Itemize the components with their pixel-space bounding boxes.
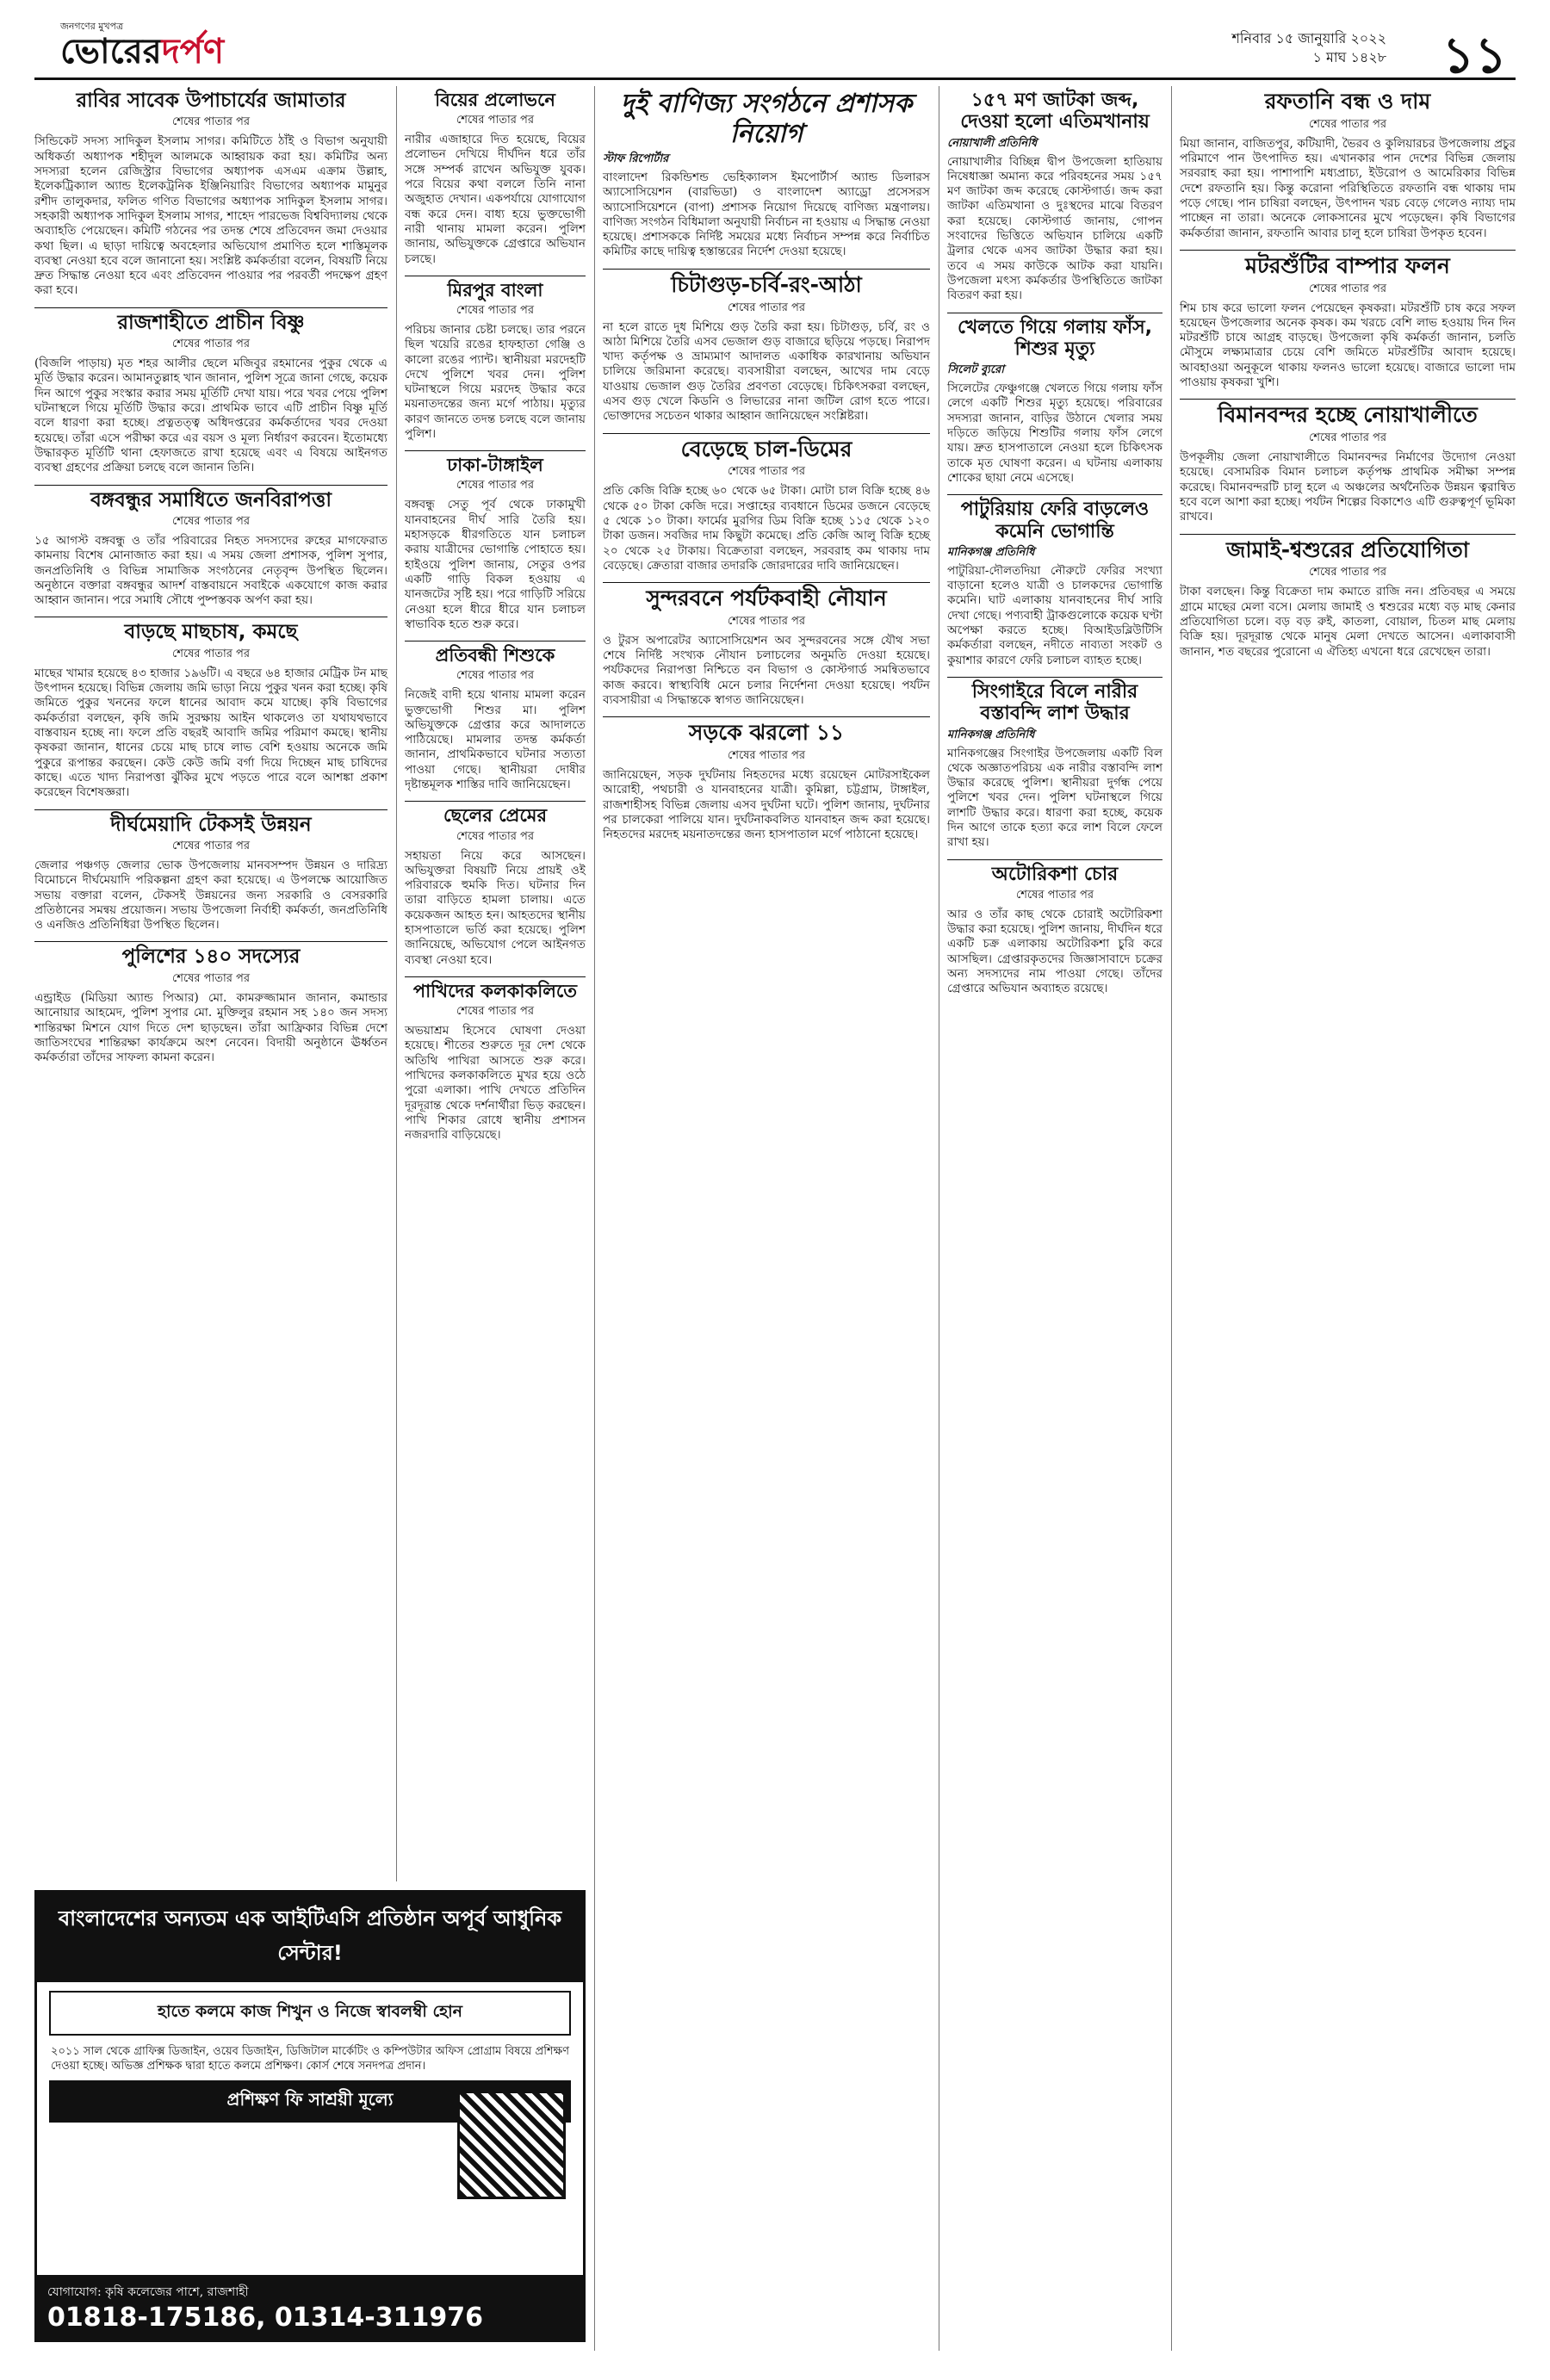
story-byline: নোয়াখালী প্রতিনিধি [947,136,1038,150]
column-1 [34,86,388,1074]
story-body: জেলার পঞ্চগড় জেলার ভোক উপজেলায় মানবসম্পদ উন্নয়ন ও দারিদ্র্য বিমোচনে দীর্ঘমেয়াদি পরিকল্পনা গ্রহণ করা হয়েছে। এ উপলক্ষে আয়োজিত সভায় বক্তারা বলেন, টেকসই উন্নয়নের জন্য সরকারি ও বেসরকারি প্রতিষ্ঠানের সমন্বয় প্রয়োজন। সভায় উপজেলা নির্বাহী কর্মকর্তা, জনপ্রতিনিধি ও এনজিও প্রতিনিধিরা উপস্থিত ছিলেন। [34,858,388,933]
story-headline: অটোরিকশা চোর [991,863,1119,885]
story-body: নোয়াখালীর বিচ্ছিন্ন দ্বীপ উপজেলা হাতিয়ায় নিষেধাজ্ঞা অমান্য করে পরিবহনের সময় ১৫৭ মণ জাটকা জব্দ করেছে কোস্টগার্ড। জব্দ করা জাটকা এতিমখানা ও দুঃস্থদের মাঝে বিতরণ করা হয়েছে। কোস্টগার্ড জানায়, গোপন সংবাদের ভিত্তিতে অভিযান চালিয়ে একটি ট্রলার থেকে এসব জাটকা উদ্ধার করা হয়। তবে এ সময় কাউকে আটক করা যায়নি। উপজেলা মৎস্য কর্মকর্তার উপস্থিতিতে জাটকা বিতরণ করা হয়। [947,154,1162,303]
story-body: মাছের খামার হয়েছে ৪৩ হাজার ১৯৬টি। এ বছরে ৬৪ হাজার মেট্রিক টন মাছ উৎপাদন হয়েছে। বিভিন্ন জেলায় জমি ভাড়া নিয়ে পুকুর খনন করা হচ্ছে। কৃষি জমিতে পুকুর খননের ফলে ধানের আবাদ কমে যাচ্ছে। কৃষি বিভাগের কর্মকর্তারা বলছেন, কৃষি জমি সুরক্ষায় আইন থাকলেও তা যথাযথভাবে বাস্তবায়ন হচ্ছে না। ফলে প্রতি বছরই আবাদি জমির পরিমাণ কমছে। স্থানীয় কৃষকরা জানান, ধানের চেয়ে মাছ চাষে লাভ বেশি হওয়ায় অনেকে জমি পুকুরে রূপান্তর করছেন। কেউ কেউ জমি বর্গা দিয়ে দিচ্ছেন মাছ চাষিদের কাছে। এতে খাদ্য নিরাপত্তা ঝুঁকির মুখে পড়তে পারে বলে আশঙ্কা প্রকাশ করেছেন বিশেষজ্ঞরা। [34,666,388,800]
story [1180,538,1516,660]
masthead [34,17,1516,84]
story [947,864,1162,997]
column-4 [947,86,1162,1006]
story-byline: মানিকগঞ্জ প্রতিনিধি [947,545,1035,559]
ad-phone-numbers: 01818-175186, 01314-311976 [47,2303,483,2333]
story [34,621,388,800]
story-headline: বেড়েছে চাল-ডিমের [680,436,852,462]
story-headline: ছেলের প্রেমের [443,805,548,827]
story-body: টাকা বলছেন। কিন্তু বিক্রেতা দাম কমাতে রাজি নন। প্রতিবছর এ সময়ে গ্রামে মাছের মেলা বসে। মেলায় জামাই ও শ্বশুরের মধ্যে বড় মাছ কেনার প্রতিযোগিতা চলে। বড় বড় রুই, কাতলা, বোয়াল, চিতল মাছ মেলায় বিক্রি হয়। দূরদূরান্ত থেকে মানুষ মেলা দেখতে আসেন। এলাকাবাসী জানান, শত বছরের পুরোনো এ ঐতিহ্য এখনো ধরে রেখেছেন তারা। [1180,585,1516,659]
logo-part-1: ভোরের [60,32,162,71]
story-body: সিন্ডিকেট সদস্য সাদিকুল ইসলাম সাগর। কমিটিতে ঠাঁই ও বিভাগ অনুযায়ী অধিকর্তা অধ্যাপক শহীদুল আলমকে আহ্বায়ক করা হয়। কমিটির অন্য সদস্যরা হলেন রেজিস্ট্রার বিভাগের অধ্যাপক এসএম এক্রাম উল্লাহ, ইলেকট্রিক্যাল অ্যান্ড ইলেকট্রনিক ইঞ্জিনিয়ারিং বিভাগের অধ্যাপক মামুনুর রশীদ তালুকদার, ফলিত গণিত বিভাগের অধ্যাপক সাদিকুল ইসলাম সাগর। সহকারী অধ্যাপক সাদিকুল ইসলাম সাগর, শাহেদ পারভেজ বিশ্ববিদ্যালয় থেকে অব্যাহতি পেয়েছেন। কমিটি গঠনের পর তদন্ত শেষে প্রতিবেদন জমা দেওয়ার কথা ছিল। এ ছাড়া দায়িত্বে অবহেলার অভিযোগ প্রমাণিত হলে শাস্তিমূলক ব্যবস্থা নেওয়া হবে বলে জানানো হয়। সংশ্লিষ্ট কর্মকর্তারা বলেন, বিষয়টি নিয়ে দ্রুত সিদ্ধান্ত নেওয়া হবে এবং প্রতিবেদন পাওয়ার পর পরবর্তী পদক্ষেপ গ্রহণ করা হবে। [34,134,388,298]
story [603,721,930,842]
story-byline: মানিকগঞ্জ প্রতিনিধি [947,728,1035,741]
story-body: প্রতি কেজি বিক্রি হচ্ছে ৬০ থেকে ৬৫ টাকা। মোটা চাল বিক্রি হচ্ছে ৪৬ থেকে ৫০ টাকা কেজি দরে। সপ্তাহের ব্যবধানে ডিমের ডজনে বেড়েছে ৫ থেকে ১০ টাকা। ফার্মের মুরগির ডিম বিক্রি হচ্ছে ১১৫ থেকে ১২০ টাকা ডজন। সবজির দাম কিছুটা কমেছে। প্রতি কেজি আলু বিক্রি হচ্ছে ২০ থেকে ২৫ টাকায়। বিক্রেতারা বলছেন, সরবরাহ কম থাকায় দাম বেড়েছে। ক্রেতারা বাজার তদারকি জোরদারের দাবি জানিয়েছেন। [603,484,930,573]
story [405,645,586,792]
story-headline: সিংগাইরে বিলে নারীর বস্তাবন্দি লাশ উদ্ধার [971,680,1138,725]
story-continued: শেষের পাতার পর [727,465,806,479]
story-body: আর ও তাঁর কাছ থেকে চোরাই অটোরিকশা উদ্ধার করা হয়েছে। পুলিশ জানায়, দীর্ঘদিন ধরে একটি চক্র এলাকায় অটোরিকশা চুরি করে আসছিল। গ্রেপ্তারকৃতদের জিজ্ঞাসাবাদে চক্রের অন্য সদস্যদের নাম পাওয়া গেছে। তাঁদের গ্রেপ্তারে অভিযান অব্যাহত রয়েছে। [947,907,1162,996]
page-number: ১১ [1442,26,1507,84]
story-continued: শেষের পাতার পর [171,115,251,129]
story-body: বাংলাদেশ রিকন্ডিশন্ড ভেহিক্যালস ইমপোর্টার্স অ্যান্ড ডিলারস অ্যাসোসিয়েশন (বারভিডা) ও বাংলাদেশ অ্যাড্রো প্রসেসরস অ্যাসোসিয়েশনে (বাপা) প্রশাসক নিয়োগ দিয়েছে বাণিজ্য মন্ত্রণালয়। বাণিজ্য সংগঠন বিধিমালা অনুযায়ী নির্বাচন না হওয়ায় এ সিদ্ধান্ত নেওয়া হয়েছে। প্রশাসককে নির্দিষ্ট সময়ের মধ্যে নির্বাচন সম্পন্ন করে নির্বাচিত কমিটির কাছে দায়িত্ব হস্তান্তরের নির্দেশ দেওয়া হয়েছে। [603,170,931,259]
story-headline: দুই বাণিজ্য সংগঠনে প্রশাসক নিয়োগ [620,89,913,149]
story-headline: প্রতিবন্ধী শিশুকে [435,645,555,666]
story [34,814,388,933]
story-body: (বিজলি পাড়ায়) মৃত শহর আলীর ছেলে মজিবুর রহমানের পুকুর থেকে এ মূর্তি উদ্ধার করেন। আমানতুল্লাহ খান জানান, পুলিশ সূত্রে জানা গেছে, কয়েক দিন আগে পুকুর সংস্কার করার সময় মূর্তিটি দেখা যায়। পরে খবর পেয়ে পুলিশ ঘটনাস্থলে গিয়ে মূর্তিটি উদ্ধার করে। প্রাথমিক ভাবে এটি প্রাচীন বিষ্ণু মূর্তি বলে ধারণা করা হচ্ছে। প্রত্নতত্ত্ব অধিদপ্তরের কর্মকর্তাদের খবর দেওয়া হয়েছে। তাঁরা এসে পরীক্ষা করে এর বয়স ও মূল্য নির্ধারণ করবেন। ইতোমধ্যে উদ্ধারকৃত মূর্তিটি থানা হেফাজতে রাখা হয়েছে এবং এ বিষয়ে আইনগত ব্যবস্থা গ্রহণের প্রক্রিয়া চলছে বলে জানান তিনি। [34,356,388,475]
column-3 [603,86,930,852]
story-body: নারীর এজাহারে দিত হয়েছে, বিয়ের প্রলোভন দেখিয়ে দীর্ঘদিন ধরে তাঁর সঙ্গে সম্পর্ক রাখেন অভিযুক্ত যুবক। পরে বিয়ের কথা বললে তিনি নানা অজুহাত দেখান। একপর্যায়ে যোগাযোগ বন্ধ করে দেন। বাধ্য হয়ে ভুক্তভোগী নারী থানায় মামলা করেন। পুলিশ জানায়, অভিযুক্তকে গ্রেপ্তারে অভিযান চলছে। [405,133,586,266]
story-headline: পুলিশের ১৪০ সদস্যের [121,945,301,969]
story-body: ১৫ আগস্ট বঙ্গবন্ধু ও তাঁর পরিবারের নিহত সদস্যদের রুহের মাগফেরাত কামনায় বিশেষ মোনাজাত করা হয়। এ সময় জেলা প্রশাসক, পুলিশ সুপার, জনপ্রতিনিধি ও বিভিন্ন সামাজিক সংগঠনের নেতৃবৃন্দ উপস্থিত ছিলেন। অনুষ্ঠানে বক্তারা বঙ্গবন্ধুর আদর্শ বাস্তবায়নে সবাইকে একযোগে কাজ করার আহ্বান জানান। পরে সমাধি সৌধে পুষ্পস্তবক অর্পণ করা হয়। [34,533,388,608]
story-headline: বিয়ের প্রলোভনে [435,90,555,110]
story-continued: শেষের পাতার পর [727,301,806,314]
story-body: সহায়তা নিয়ে করে আসছেন। অভিযুক্তরা বিষয়টি নিয়ে প্রায়ই ওই পরিবারকে হুমকি দিত। ঘটনার দিন তারা বাড়িতে হামলা চালায়। এতে কয়েকজন আহত হন। আহতদের স্থানীয় হাসপাতালে ভর্তি করা হয়েছে। পুলিশ জানিয়েছে, অভিযোগ পেলে আইনগত ব্যবস্থা নেওয়া হবে। [405,848,586,967]
story-body: না হলে রাতে দুধ মিশিয়ে গুড় তৈরি করা হয়। চিটাগুড়, চর্বি, রং ও আঠা মিশিয়ে তৈরি এসব ভেজাল গুড় বাজারে ছড়িয়ে পড়ছে। নিরাপদ খাদ্য কর্তৃপক্ষ ও ভ্রাম্যমাণ আদালত একাধিক কারখানায় অভিযান চালিয়ে জরিমানা করেছে। ব্যবসায়ীরা বলছেন, আখের দাম বেড়ে যাওয়ায় ভেজাল গুড় তৈরির প্রবণতা বেড়েছে। চিকিৎসকরা বলছেন, এসব গুড় খেলে কিডনি ও লিভারের নানা জটিল রোগ হতে পারে। ভোক্তাদের সচেতন থাকার আহ্বান জানিয়েছেন সংশ্লিষ্টরা। [603,319,930,424]
story-continued: শেষের পাতার পর [1308,117,1387,131]
advertisement [34,1890,586,2342]
column-divider [594,86,595,2351]
story [405,805,586,968]
story-body: পরিচয় জানার চেষ্টা চলছে। তার পরনে ছিল খয়েরি রঙের হাফহাতা গেঞ্জি ও কালো রঙের প্যান্ট। স্থানীয়রা মরদেহটি দেখে পুলিশে খবর দেন। পুলিশ ঘটনাস্থলে গিয়ে মরদেহ উদ্ধার করে ময়নাতদন্তের জন্য মর্গে পাঠায়। মৃত্যুর কারণ জানতে তদন্ত চলছে বলে জানায় পুলিশ। [405,322,586,442]
story [405,981,586,1144]
story [34,312,388,476]
story-body: অভয়াশ্রম হিসেবে ঘোষণা দেওয়া হয়েছে। শীতের শুরুতে দূর দেশ থেকে অতিথি পাখিরা আসতে শুরু করে। পাখিদের কলকাকলিতে মুখর হয়ে ওঠে পুরো এলাকা। পাখি দেখতে প্রতিদিন দূরদূরান্ত থেকে দর্শনার্থীরা ভিড় করছেন। পাখি শিকার রোধে স্থানীয় প্রশাসন নজরদারি বাড়িয়েছে। [405,1024,586,1143]
ad-highlight: হাতে কলমে কাজ শিখুন ও নিজে স্বাবলম্বী হোন [49,1991,571,2036]
story [405,280,586,443]
story [1180,403,1516,524]
story-headline: বিমানবন্দর হচ্ছে নোয়াখালীতে [1218,402,1478,428]
dateline [1231,29,1386,67]
story-body: বঙ্গবন্ধু সেতু পূর্ব থেকে ঢাকামুখী যানবাহনের দীর্ঘ সারি তৈরি হয়। মহাসড়কে ধীরগতিতে যান চলাচল করায় যাত্রীদের ভোগান্তি পোহাতে হয়। হাইওয়ে পুলিশ জানায়, সেতুর ওপর একটি গাড়ি বিকল হওয়ায় এ যানজটের সৃষ্টি হয়। পরে গাড়িটি সরিয়ে নেওয়া হলে ধীরে ধীরে যান চলাচল স্বাভাবিক হতে শুরু করে। [405,498,586,631]
logo-part-2: দর্পণ [161,32,225,71]
story-headline: চিটাগুড়-চর্বি-রং-আঠা [671,271,862,297]
newspaper-logo [60,21,225,82]
story-headline: জামাই-শ্বশুরের প্রতিযোগিতা [1226,536,1469,562]
story-continued: শেষের পাতার পর [456,114,535,127]
ad-price: প্রশিক্ষণ ফি সাশ্রয়ী মূল্যে [49,2080,571,2123]
story-body: মানিকগঞ্জের সিংগাইর উপজেলায় একটি বিল থেকে অজ্ঞাতপরিচয় এক নারীর বস্তাবন্দি লাশ উদ্ধার করেছে পুলিশ। স্থানীয়রা দুর্গন্ধ পেয়ে পুলিশে খবর দেন। পুলিশ ঘটনাস্থলে গিয়ে লাশটি উদ্ধার করে। ধারণা করা হচ্ছে, কয়েক দিন আগে তাকে হত্যা করে লাশ বিলে ফেলে রাখা হয়। [947,746,1162,850]
story-headline: ১৫৭ মণ জাটকা জব্দ, দেওয়া হলো এতিমখানায় [960,90,1150,133]
story-continued: শেষের পাতার পর [171,338,251,351]
story [947,90,1162,304]
story [34,489,388,609]
story-continued: শেষের পাতার পর [456,669,535,683]
story-continued: শেষের পাতার পর [456,829,535,843]
story-body: এন্ড্রাইড (মিডিয়া অ্যান্ড পিআর) মো. কামরুজ্জামান জানান, কমান্ডার আনোয়ার আহমেদ, পুলিশ সুপার মো. মুক্তিলুর রহমান সহ ১৪০ জন সদস্য শান্তিরক্ষা মিশনে যোগ দিতে দেশ ছাড়ছেন। তাঁরা আফ্রিকার বিভিন্ন দেশে জাতিসংঘের শান্তিরক্ষা কার্যক্রমে অংশ নেবেন। বিদায়ী অনুষ্ঠানে ঊর্ধ্বতন কর্মকর্তারা তাঁদের সাফল্য কামনা করেন। [34,990,388,1065]
story [603,437,930,574]
story-headline: বাড়ছে মাছচাষ, কমছে [124,621,298,644]
story-continued: শেষের পাতার পর [727,614,806,628]
story-continued: শেষের পাতার পর [1308,566,1387,580]
story [603,586,930,708]
column-2 [405,86,586,1151]
qr-code-icon [457,2091,566,2199]
story-headline: পাটুরিয়ায় ফেরি বাড়লেও কমেনি ভোগান্তি [960,499,1150,542]
story-continued: শেষের পাতার পর [1308,282,1387,295]
story [1180,254,1516,391]
story-headline: রাবির সাবেক উপাচার্যের জামাতার [76,90,346,112]
story-continued: শেষের পাতার পর [171,514,251,528]
story-headline: সুন্দরবনে পর্যটকবাহী নৌযান [646,586,887,611]
story [34,90,388,299]
story-body: ও টুরস অপারেটর অ্যাসোসিয়েশন অব সুন্দরবনের সঙ্গে যৌথ সভা শেষে নির্দিষ্ট সংখ্যক নৌযান চলাচলের অনুমতি দেওয়া হয়েছে। পর্যটকদের নিরাপত্তা নিশ্চিতে বন বিভাগ ও কোস্টগার্ড সমন্বিতভাবে কাজ করবে। স্বাস্থ্যবিধি মেনে চলার নির্দেশনা দেওয়া হয়েছে। পর্যটন ব্যবসায়ীরা এ সিদ্ধান্তকে স্বাগত জানিয়েছেন। [603,633,930,708]
story-continued: শেষের পাতার পর [171,971,251,985]
story-continued: শেষের পাতার পর [171,839,251,852]
ad-footer [37,2275,583,2340]
story-headline: বঙ্গবন্ধুর সমাধিতে জনবিরাপত্তা [90,488,332,511]
story [34,945,388,1065]
story [1180,90,1516,241]
ad-title: বাংলাদেশের অন্যতম এক আইটিএসি প্রতিষ্ঠান অপূর্ব আধুনিক সেন্টার! [37,1893,583,1982]
story-continued: শেষের পাতার পর [171,647,251,660]
story [947,499,1162,668]
story-headline: মটরশুঁটির বাম্পার ফলন [1245,252,1450,278]
column-divider [1171,86,1172,2351]
story-body: উপকূলীয় জেলা নোয়াখালীতে বিমানবন্দর নির্মাণের উদ্যোগ নেওয়া হয়েছে। বেসামরিক বিমান চলাচল কর্তৃপক্ষ প্রাথমিক সমীক্ষা সম্পন্ন করেছে। বিমানবন্দরটি চালু হলে এ অঞ্চলের অর্থনৈতিক উন্নয়ন ত্বরান্বিত হবে বলে আশা করা হচ্ছে। পর্যটন শিল্পের বিকাশেও এটি গুরুত্বপূর্ণ ভূমিকা রাখবে। [1180,450,1516,524]
column-divider [396,86,397,1881]
story-continued: শেষের পাতার পর [1015,888,1094,902]
story-headline: ঢাকা-টাঙ্গাইল [447,455,543,476]
story [947,681,1162,851]
story [603,273,930,425]
logo-tagline: জনগণের মুখপত্র [60,21,124,32]
date-bangla: ১ মাঘ ১৪২৮ [1312,49,1386,65]
story-headline: সড়কে ঝরলো ১১ [688,720,845,746]
story-body: পাটুরিয়া-দৌলতদিয়া নৌরুটে ফেরির সংখ্যা বাড়ানো হলেও যাত্রী ও চালকদের ভোগান্তি কমেনি। ঘাট এলাকায় যানবাহনের দীর্ঘ সারি দেখা গেছে। পণ্যবাহী ট্রাকগুলোকে কয়েক ঘণ্টা অপেক্ষা করতে হচ্ছে। বিআইডব্লিউটিসি কর্মকর্তারা বলছেন, নদীতে নাব্যতা সংকট ও কুয়াশার কারণে ফেরি চলাচল ব্যাহত হচ্ছে। [947,563,1162,667]
ad-body: ২০১১ সাল থেকে গ্রাফিক্স ডিজাইন, ওয়েব ডিজাইন, ডিজিটাল মার্কেটিং ও কম্পিউটার অফিস প্রোগ্রাম বিষয়ে প্রশিক্ষণ দেওয়া হচ্ছে। অভিজ্ঞ প্রশিক্ষক দ্বারা হাতে কলমে প্রশিক্ষণ। কোর্স শেষে সনদপত্র প্রদান। [51,2045,569,2073]
ad-address: যোগাযোগ: কৃষি কলেজের পাশে, রাজশাহী [47,2285,249,2299]
story-body: শিম চাষ করে ভালো ফলন পেয়েছেন কৃষকরা। মটরশুঁটি চাষ করে সফল হয়েছেন উপজেলার অনেক কৃষক। কম খরচে বেশি লাভ হওয়ায় দিন দিন মটরশুঁটি চাষে আগ্রহ বাড়ছে। উপজেলা কৃষি কর্মকর্তা জানান, চলতি মৌসুমে লক্ষ্যমাত্রার চেয়ে বেশি জমিতে মটরশুঁটির আবাদ হয়েছে। আবহাওয়া অনুকূলে থাকায় ফলনও ভালো হয়েছে। বাজারে ভালো দাম পাওয়ায় কৃষকরা খুশি। [1180,301,1516,390]
story-continued: শেষের পাতার পর [727,749,806,763]
date-english: শনিবার ১৫ জানুয়ারি ২০২২ [1231,30,1386,46]
story-headline: রফতানি বন্ধ ও দাম [1264,89,1431,114]
story-continued: শেষের পাতার পর [456,1005,535,1019]
story-body: মিয়া জানান, বাজিতপুর, কটিয়াদী, ভৈরব ও কুলিয়ারচর উপজেলায় প্রচুর পরিমাণে পান উৎপাদিত হয়। এখানকার পান দেশের বিভিন্ন জেলায় সরবরাহ করা হয়। পাশাপাশি মধ্যপ্রাচ্য, ইউরোপ ও আমেরিকার বিভিন্ন দেশে রফতানি হয়। কিন্তু করোনা পরিস্থিতিতে রফতানি বন্ধ থাকায় দাম পড়ে গেছে। পান চাষিরা বলছেন, উৎপাদন খরচ বেড়ে গেলেও ন্যায্য দাম পাচ্ছেন না তারা। অনেকে লোকসানের মুখে পড়েছেন। কৃষি বিভাগের কর্মকর্তারা জানান, রফতানি আবার চালু হলে চাষিরা উপকৃত হবেন। [1180,136,1516,240]
story-body: জানিয়েছেন, সড়ক দুর্ঘটনায় নিহতদের মধ্যে রয়েছেন মোটরসাইকেল আরোহী, পথচারী ও যানবাহনের যাত্রী। কুমিল্লা, চট্টগ্রাম, টাঙ্গাইল, রাজশাহীসহ বিভিন্ন জেলায় এসব দুর্ঘটনা ঘটে। পুলিশ জানায়, দুর্ঘটনার পর চালকেরা পালিয়ে যান। দুর্ঘটনাকবলিত যানবাহন জব্দ করা হয়েছে। নিহতদের মরদেহ ময়নাতদন্তের জন্য হাসপাতাল মর্গে পাঠানো হয়েছে। [603,768,930,842]
story-body: নিজেই বাদী হয়ে থানায় মামলা করেন ভুক্তভোগী শিশুর মা। পুলিশ অভিযুক্তকে গ্রেপ্তার করে আদালতে পাঠিয়েছে। মামলার তদন্ত কর্মকর্তা জানান, প্রাথমিকভাবে ঘটনার সত্যতা পাওয়া গেছে। স্থানীয়রা দোষীর দৃষ্টান্তমূলক শাস্তির দাবি জানিয়েছেন। [405,688,586,792]
story-headline: খেলতে গিয়ে গলায় ফাঁস, শিশুর মৃত্যু [957,316,1153,360]
story-headline: পাখিদের কলকাকলিতে [412,980,578,1001]
story-headline: দীর্ঘমেয়াদি টেকসই উন্নয়ন [110,813,312,836]
story-byline: স্টাফ রিপোর্টার [603,152,669,165]
story-byline: সিলেট ব্যুরো [947,363,1004,377]
story [405,455,586,632]
column-5 [1180,86,1516,668]
story-continued: শেষের পাতার পর [456,479,535,493]
story [603,90,930,260]
story-body: সিলেটের ফেঞ্চুগঞ্জে খেলতে গিয়ে গলায় ফাঁস লেগে একটি শিশুর মৃত্যু হয়েছে। পরিবারের সদস্যরা জানান, বাড়ির উঠানে খেলার সময় দড়িতে জড়িয়ে শিশুটির গলায় ফাঁস লেগে যায়। দ্রুত হাসপাতালে নেওয়া হলে চিকিৎসক তাকে মৃত ঘোষণা করেন। এ ঘটনায় এলাকায় শোকের ছায়া নেমে এসেছে। [947,381,1162,485]
story [405,90,586,267]
story-headline: মিরপুর বাংলা [447,279,543,301]
story [947,317,1162,487]
story-continued: শেষের পাতার পর [456,303,535,317]
story-continued: শেষের পাতার পর [1308,431,1387,445]
story-headline: রাজশাহীতে প্রাচীন বিষ্ণু [117,311,305,334]
